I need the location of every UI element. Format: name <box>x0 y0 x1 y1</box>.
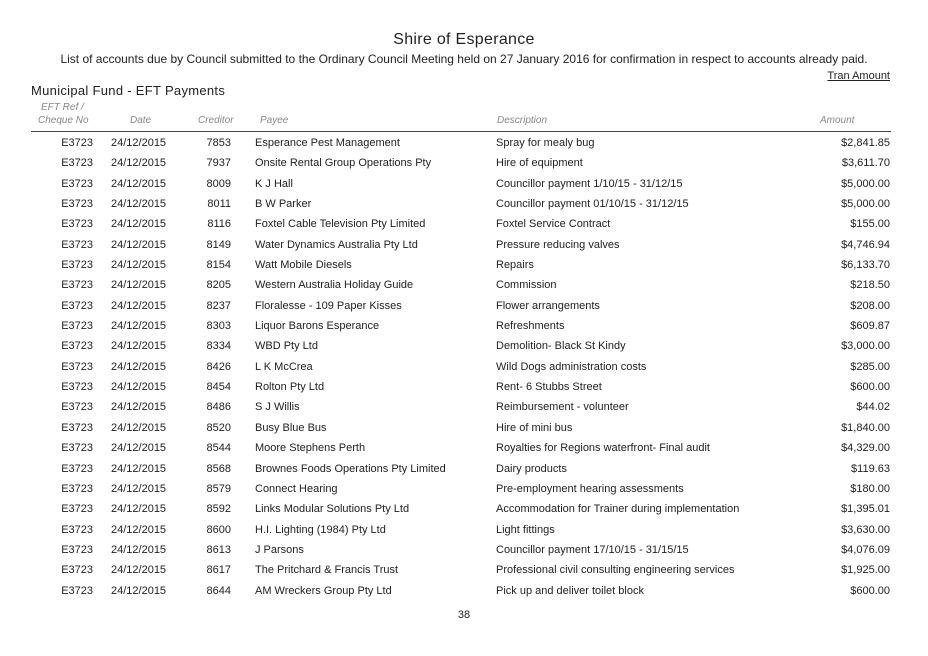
cell-description: Rent- 6 Stubbs Street <box>496 381 602 394</box>
fund-title: Municipal Fund - EFT Payments <box>31 83 226 98</box>
cell-amount: $609.87 <box>850 320 890 333</box>
cell-ref: E3723 <box>61 177 93 190</box>
cell-ref: E3723 <box>61 523 93 536</box>
cell-date: 24/12/2015 <box>111 564 167 577</box>
cell-creditor: 8617 <box>206 564 231 577</box>
cell-description: Demolition- Black St Kindy <box>496 340 626 353</box>
cell-date: 24/12/2015 <box>111 157 167 170</box>
cell-amount: $4,329.00 <box>841 442 890 455</box>
cell-description: Professional civil consulting engineering services <box>496 564 735 577</box>
cell-amount: $3,611.70 <box>841 157 890 170</box>
cell-ref: E3723 <box>61 543 93 556</box>
payments-table <box>0 133 928 601</box>
cell-payee: Foxtel Cable Television Pty Limited <box>255 218 426 231</box>
table-row <box>0 194 928 214</box>
document-subtitle: List of accounts due by Council submitted to the Ordinary Council Meeting held on 27 January 2016 for confirmation in respect to accounts already paid. <box>60 52 868 66</box>
cell-date: 24/12/2015 <box>111 137 167 149</box>
cell-payee: Moore Stephens Perth <box>255 442 366 455</box>
page-number: 38 <box>457 609 471 621</box>
cell-payee: Onsite Rental Group Operations Pty <box>255 157 432 170</box>
cell-description: Royalties for Regions waterfront- Final audit <box>496 442 710 455</box>
table-row <box>0 336 928 356</box>
cell-payee: Watt Mobile Diesels <box>255 259 352 272</box>
cell-payee: AM Wreckers Group Pty Ltd <box>255 584 392 597</box>
cell-description: Pre-employment hearing assessments <box>496 482 684 495</box>
cell-creditor: 8613 <box>206 543 231 556</box>
cell-creditor: 8600 <box>206 523 231 536</box>
cell-date: 24/12/2015 <box>111 177 167 190</box>
column-header-ref-line2: Cheque No <box>38 115 89 126</box>
cell-amount: $218.50 <box>850 279 890 292</box>
cell-payee: Rolton Pty Ltd <box>255 381 325 394</box>
cell-date: 24/12/2015 <box>111 299 167 312</box>
table-row <box>0 499 928 519</box>
table-row <box>0 377 928 397</box>
table-row <box>0 316 928 336</box>
cell-amount: $285.00 <box>850 360 890 373</box>
cell-description: Flower arrangements <box>496 299 600 312</box>
cell-payee: H.I. Lighting (1984) Pty Ltd <box>255 523 386 536</box>
table-row <box>0 397 928 417</box>
cell-payee: Water Dynamics Australia Pty Ltd <box>255 238 418 251</box>
tran-amount-label: Tran Amount <box>827 70 890 82</box>
cell-creditor: 7853 <box>206 137 231 149</box>
cell-amount: $1,395.01 <box>841 503 890 516</box>
cell-amount: $6,133.70 <box>841 259 890 272</box>
cell-creditor: 8237 <box>206 299 231 312</box>
cell-amount: $600.00 <box>850 381 890 394</box>
cell-amount: $208.00 <box>850 299 890 312</box>
cell-date: 24/12/2015 <box>111 198 167 211</box>
cell-payee: Liquor Barons Esperance <box>255 320 380 333</box>
cell-date: 24/12/2015 <box>111 421 167 434</box>
table-row <box>0 357 928 377</box>
cell-amount: $3,000.00 <box>841 340 890 353</box>
cell-creditor: 8579 <box>206 482 231 495</box>
cell-description: Pick up and deliver toilet block <box>496 584 644 597</box>
cell-date: 24/12/2015 <box>111 401 167 414</box>
cell-amount: $44.02 <box>856 401 890 414</box>
cell-description: Dairy products <box>496 462 567 475</box>
cell-payee: S J Willis <box>255 401 300 414</box>
cell-description: Foxtel Service Contract <box>496 218 611 231</box>
cell-creditor: 8116 <box>207 218 231 231</box>
cell-amount: $1,925.00 <box>841 564 890 577</box>
table-row <box>0 581 928 601</box>
cell-creditor: 8486 <box>206 401 231 414</box>
table-row <box>0 560 928 580</box>
column-header-ref-line1: EFT Ref / <box>41 102 84 113</box>
cell-description: Reimbursement - volunteer <box>496 401 629 414</box>
cell-ref: E3723 <box>61 503 93 516</box>
table-row <box>0 459 928 479</box>
cell-ref: E3723 <box>61 482 93 495</box>
cell-payee: J Parsons <box>255 543 304 556</box>
cell-payee: Links Modular Solutions Pty Ltd <box>255 503 410 516</box>
cell-ref: E3723 <box>61 340 93 353</box>
table-row <box>0 479 928 499</box>
cell-amount: $4,076.09 <box>841 543 890 556</box>
cell-payee: Busy Blue Bus <box>255 421 327 434</box>
cell-description: Refreshments <box>496 320 565 333</box>
cell-date: 24/12/2015 <box>111 523 167 536</box>
cell-payee: B W Parker <box>255 198 312 211</box>
cell-creditor: 8454 <box>206 381 231 394</box>
cell-amount: $5,000.00 <box>841 198 890 211</box>
header-divider <box>31 131 891 132</box>
table-row <box>0 438 928 458</box>
column-header-payee: Payee <box>260 115 289 126</box>
cell-ref: E3723 <box>61 259 93 272</box>
column-header-creditor: Creditor <box>198 115 234 126</box>
cell-creditor: 8154 <box>206 259 231 272</box>
cell-date: 24/12/2015 <box>111 238 167 251</box>
cell-ref: E3723 <box>61 218 93 231</box>
column-header-amount: Amount <box>820 115 855 126</box>
table-row <box>0 296 928 316</box>
cell-payee: WBD Pty Ltd <box>255 340 318 353</box>
cell-payee: The Pritchard & Francis Trust <box>255 564 399 577</box>
cell-amount: $3,630.00 <box>841 523 890 536</box>
cell-creditor: 8334 <box>206 340 231 353</box>
table-row <box>0 418 928 438</box>
cell-payee: L K McCrea <box>255 360 313 373</box>
cell-description: Spray for mealy bug <box>496 137 595 149</box>
cell-date: 24/12/2015 <box>111 218 167 231</box>
cell-ref: E3723 <box>61 320 93 333</box>
cell-date: 24/12/2015 <box>111 442 167 455</box>
cell-amount: $5,000.00 <box>841 177 890 190</box>
cell-creditor: 7937 <box>206 157 231 170</box>
cell-payee: Brownes Foods Operations Pty Limited <box>255 462 446 475</box>
cell-ref: E3723 <box>61 360 93 373</box>
cell-ref: E3723 <box>61 157 93 170</box>
cell-amount: $2,841.85 <box>841 137 890 149</box>
cell-creditor: 8303 <box>206 320 231 333</box>
cell-amount: $1,840.00 <box>841 421 890 434</box>
cell-amount: $600.00 <box>850 584 890 597</box>
cell-date: 24/12/2015 <box>111 360 167 373</box>
cell-date: 24/12/2015 <box>111 503 167 516</box>
cell-description: Councillor payment 1/10/15 - 31/12/15 <box>496 177 683 190</box>
cell-description: Hire of mini bus <box>496 421 573 434</box>
cell-ref: E3723 <box>61 381 93 394</box>
table-row <box>0 520 928 540</box>
cell-creditor: 8205 <box>206 279 231 292</box>
cell-ref: E3723 <box>61 137 93 149</box>
cell-description: Accommodation for Trainer during implementation <box>496 503 740 516</box>
cell-date: 24/12/2015 <box>111 462 167 475</box>
cell-creditor: 8149 <box>206 238 231 251</box>
cell-ref: E3723 <box>61 401 93 414</box>
table-row <box>0 275 928 295</box>
cell-amount: $180.00 <box>850 482 890 495</box>
cell-ref: E3723 <box>61 462 93 475</box>
table-row <box>0 153 928 173</box>
cell-payee: Western Australia Holiday Guide <box>255 279 414 292</box>
cell-ref: E3723 <box>61 238 93 251</box>
cell-payee: K J Hall <box>255 177 293 190</box>
cell-amount: $155.00 <box>850 218 890 231</box>
cell-creditor: 8011 <box>207 198 231 211</box>
column-header-description: Description <box>497 115 548 126</box>
table-row <box>0 235 928 255</box>
cell-creditor: 8520 <box>206 421 231 434</box>
cell-payee: Floralesse - 109 Paper Kisses <box>255 299 402 312</box>
cell-date: 24/12/2015 <box>111 543 167 556</box>
cell-creditor: 8544 <box>206 442 231 455</box>
cell-date: 24/12/2015 <box>111 482 167 495</box>
cell-description: Councillor payment 01/10/15 - 31/12/15 <box>496 198 689 211</box>
cell-ref: E3723 <box>61 564 93 577</box>
cell-description: Wild Dogs administration costs <box>496 360 647 373</box>
cell-creditor: 8009 <box>206 177 231 190</box>
cell-description: Councillor payment 17/10/15 - 31/15/15 <box>496 543 689 556</box>
cell-ref: E3723 <box>61 198 93 211</box>
cell-date: 24/12/2015 <box>111 259 167 272</box>
cell-amount: $4,746.94 <box>841 238 890 251</box>
cell-creditor: 8568 <box>206 462 231 475</box>
cell-ref: E3723 <box>61 299 93 312</box>
cell-description: Hire of equipment <box>496 157 583 170</box>
cell-date: 24/12/2015 <box>111 320 167 333</box>
cell-date: 24/12/2015 <box>111 279 167 292</box>
cell-ref: E3723 <box>61 421 93 434</box>
cell-ref: E3723 <box>61 279 93 292</box>
cell-creditor: 8644 <box>206 584 231 597</box>
cell-ref: E3723 <box>61 442 93 455</box>
cell-date: 24/12/2015 <box>111 584 167 597</box>
cell-amount: $119.63 <box>851 462 890 475</box>
table-row <box>0 540 928 560</box>
cell-date: 24/12/2015 <box>111 340 167 353</box>
table-row <box>0 255 928 275</box>
table-row <box>0 133 928 153</box>
column-header-date: Date <box>130 115 152 126</box>
cell-payee: Connect Hearing <box>255 482 338 495</box>
table-row <box>0 214 928 234</box>
cell-description: Repairs <box>496 259 534 272</box>
cell-date: 24/12/2015 <box>111 381 167 394</box>
cell-description: Light fittings <box>496 523 555 536</box>
document-title: Shire of Esperance <box>393 31 535 48</box>
table-row <box>0 174 928 194</box>
cell-creditor: 8592 <box>206 503 231 516</box>
cell-creditor: 8426 <box>206 360 231 373</box>
cell-ref: E3723 <box>61 584 93 597</box>
cell-description: Commission <box>496 279 557 292</box>
cell-description: Pressure reducing valves <box>496 238 620 251</box>
cell-payee: Esperance Pest Management <box>255 137 400 149</box>
